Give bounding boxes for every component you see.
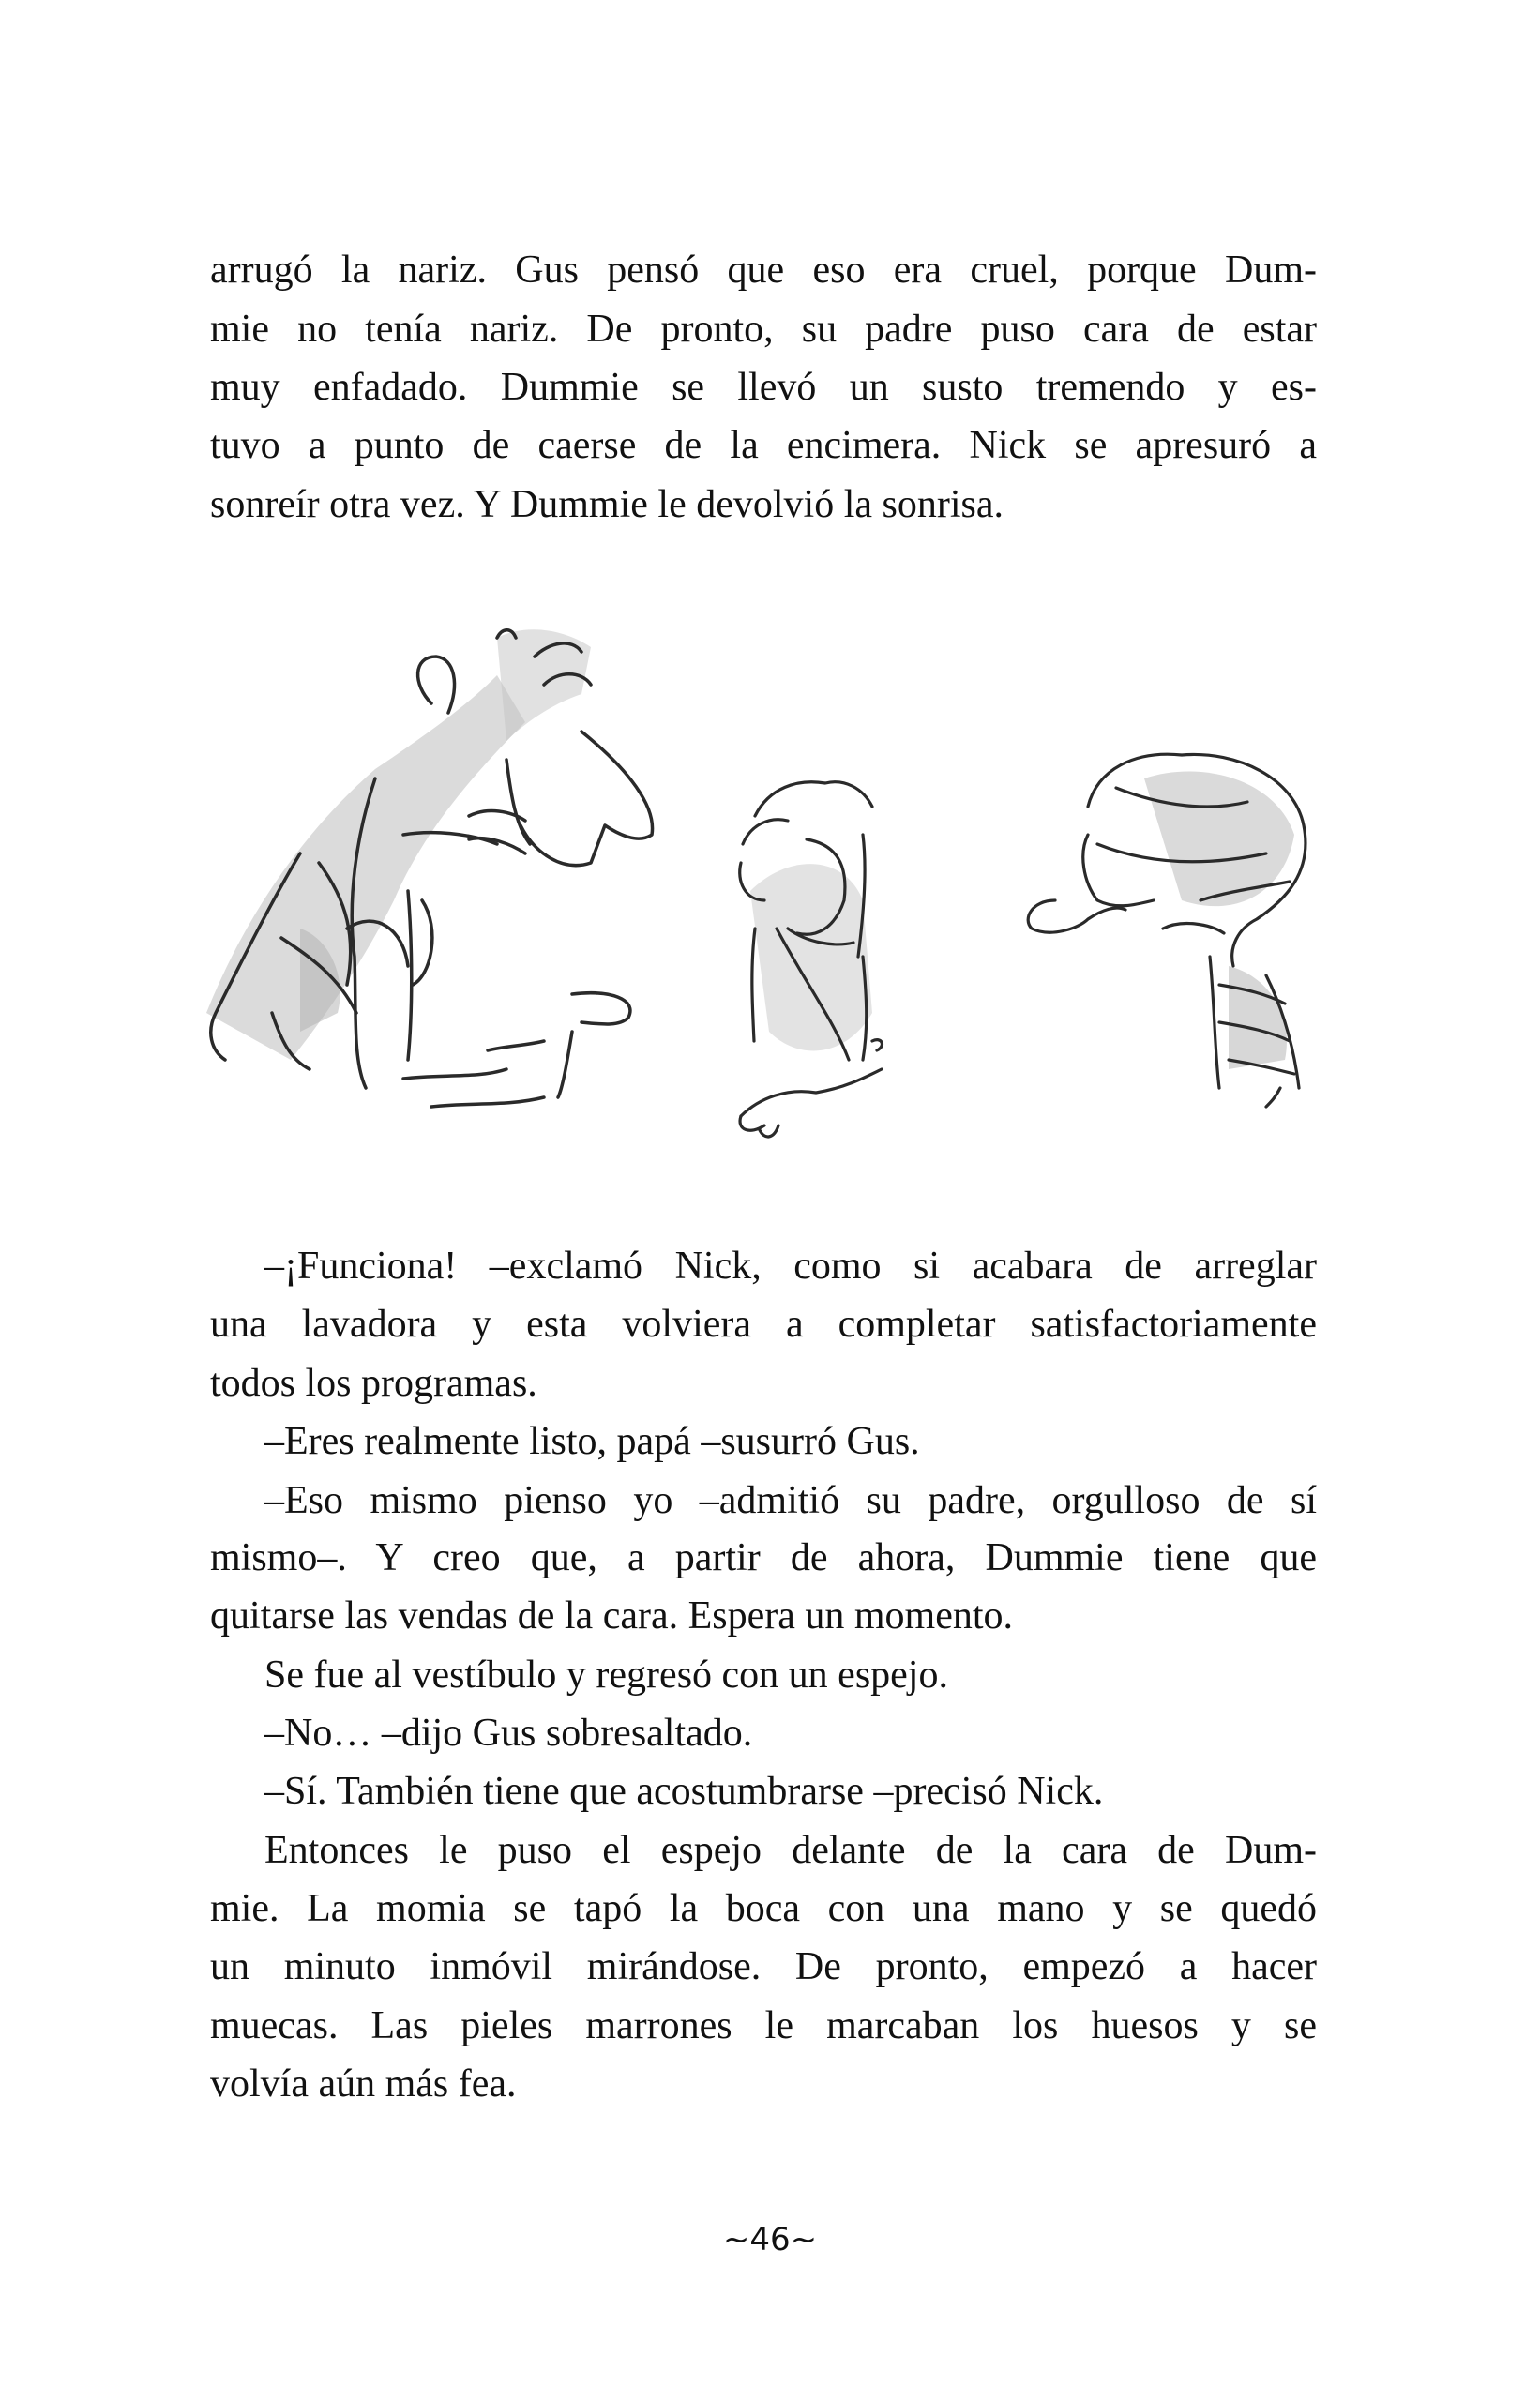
text-line: –No… –dijo Gus sobresaltado. <box>264 1712 753 1755</box>
text-line: muecas. Las pieles marrones le marcaban los huesos y se <box>210 2004 1317 2047</box>
text-line: una lavadora y esta volviera a completar satisfactoriamente <box>210 1303 1317 1346</box>
dummie-figure <box>1028 754 1306 1107</box>
gus-figure <box>740 782 883 1137</box>
text-line: –Eso mismo pienso yo –admitió su padre, orgulloso de sí <box>264 1479 1317 1522</box>
text-line: tuvo a punto de caerse de la encimera. Nick se apresuró a <box>210 424 1317 467</box>
text-line: un minuto inmóvil mirándose. De pronto, empezó a hacer <box>210 1945 1317 1988</box>
text-line: Entonces le puso el espejo delante de la cara de Dum- <box>264 1829 1317 1872</box>
text-line: –¡Funciona! –exclamó Nick, como si acabara de arreglar <box>264 1245 1317 1288</box>
father-figure <box>206 629 653 1107</box>
text-line: Se fue al vestíbulo y regresó con un espejo. <box>264 1654 948 1697</box>
text-line: –Sí. También tiene que acostumbrarse –precisó Nick. <box>264 1770 1104 1813</box>
text-line: sonreír otra vez. Y Dummie le devolvió la sonrisa. <box>210 483 1004 526</box>
sketch-illustration <box>188 619 1360 1144</box>
text-line: mismo–. Y creo que, a partir de ahora, Dummie tiene que <box>210 1536 1317 1579</box>
text-line: arrugó la nariz. Gus pensó que eso era cruel, porque Dum- <box>210 249 1317 292</box>
text-line: volvía aún más fea. <box>210 2062 517 2106</box>
text-line: todos los programas. <box>210 1362 537 1405</box>
text-line: muy enfadado. Dummie se llevó un susto tremendo y es- <box>210 366 1317 409</box>
text-line: mie no tenía nariz. De pronto, su padre puso cara de estar <box>210 308 1317 351</box>
text-line: mie. La momia se tapó la boca con una mano y se quedó <box>210 1887 1317 1930</box>
text-line: –Eres realmente listo, papá –susurró Gus. <box>264 1420 920 1463</box>
text-line: quitarse las vendas de la cara. Espera un momento. <box>210 1594 1014 1638</box>
page-number: ~46~ <box>722 2221 818 2258</box>
